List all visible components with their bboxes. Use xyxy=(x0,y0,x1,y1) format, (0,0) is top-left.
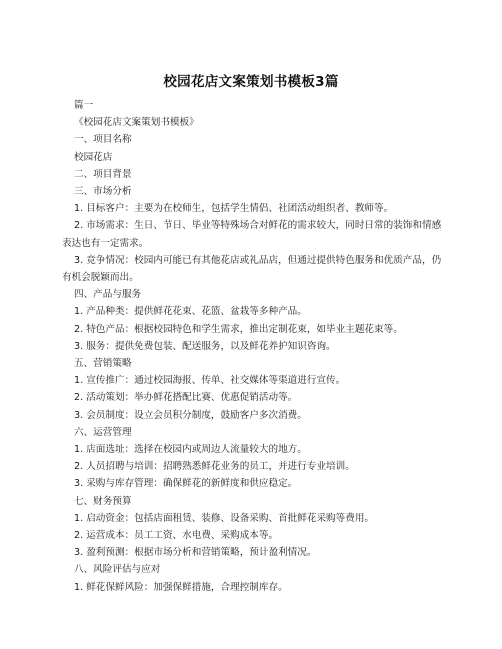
market-item-target-customers: 1. 目标客户：主要为在校师生，包括学生情侣、社团活动组织者、教师等。 xyxy=(74,203,394,215)
budget-item-profit: 3. 盈利预测：根据市场分析和营销策略，预计盈利情况。 xyxy=(74,547,317,559)
heading-financial-budget: 七、财务预算 xyxy=(74,495,132,507)
product-item-service: 3. 服务：提供免费包装、配送服务，以及鲜花养护知识咨询。 xyxy=(74,340,336,352)
market-item-competition: 3. 竞争情况：校园内可能已有其他花店或礼品店，但通过提供特色服务和优质产品，仍有机会脱颖而出。 xyxy=(62,254,442,284)
marketing-item-events: 2. 活动策划：举办鲜花搭配比赛、优惠促销活动等。 xyxy=(74,392,298,404)
product-item-types: 1. 产品种类：提供鲜花花束、花篮、盆栽等多种产品。 xyxy=(74,306,307,318)
operations-item-location: 1. 店面选址：选择在校园内或周边人流量较大的地方。 xyxy=(74,444,307,456)
project-name-text: 校园花店 xyxy=(74,151,113,163)
budget-item-startup: 1. 启动资金：包括店面租赁、装修、设备采购、首批鲜花采购等费用。 xyxy=(74,512,375,524)
product-item-featured: 2. 特色产品：根据校园特色和学生需求，推出定制花束，如毕业主题花束等。 xyxy=(74,323,403,335)
heading-project-name: 一、项目名称 xyxy=(74,134,132,146)
heading-risk-assessment: 八、风险评估与应对 xyxy=(74,564,161,576)
operations-item-inventory: 3. 采购与库存管理：确保鲜花的新鲜度和供应稳定。 xyxy=(74,478,298,490)
marketing-item-promotion: 1. 宣传推广：通过校园海报、传单、社交媒体等渠道进行宣传。 xyxy=(74,375,346,387)
budget-item-operating-cost: 2. 运营成本：员工工资、水电费、采购成本等。 xyxy=(74,530,279,542)
heading-operations: 六、运营管理 xyxy=(74,426,132,438)
document-subtitle: 《校园花店文案策划书模板》 xyxy=(74,117,199,129)
document-body xyxy=(62,97,442,596)
heading-project-background: 二、项目背景 xyxy=(74,168,132,180)
market-item-demand: 2. 市场需求：生日、节日、毕业等特殊场合对鲜花的需求较大，同时日常的装饰和情感表达也有一定需求。 xyxy=(62,220,442,249)
risk-item-freshness: 1. 鲜花保鲜风险：加强保鲜措施，合理控制库存。 xyxy=(74,581,288,593)
heading-market-analysis: 三、市场分析 xyxy=(74,186,132,198)
heading-products-services: 四、产品与服务 xyxy=(74,289,142,301)
document-title: 校园花店文案策划书模板3篇 xyxy=(163,74,339,90)
operations-item-staffing: 2. 人员招聘与培训：招聘熟悉鲜花业务的员工，并进行专业培训。 xyxy=(74,461,355,473)
marketing-item-membership: 3. 会员制度：设立会员积分制度，鼓励客户多次消费。 xyxy=(74,409,307,421)
section-label: 篇一 xyxy=(74,100,94,111)
heading-marketing-strategy: 五、营销策略 xyxy=(74,358,132,370)
